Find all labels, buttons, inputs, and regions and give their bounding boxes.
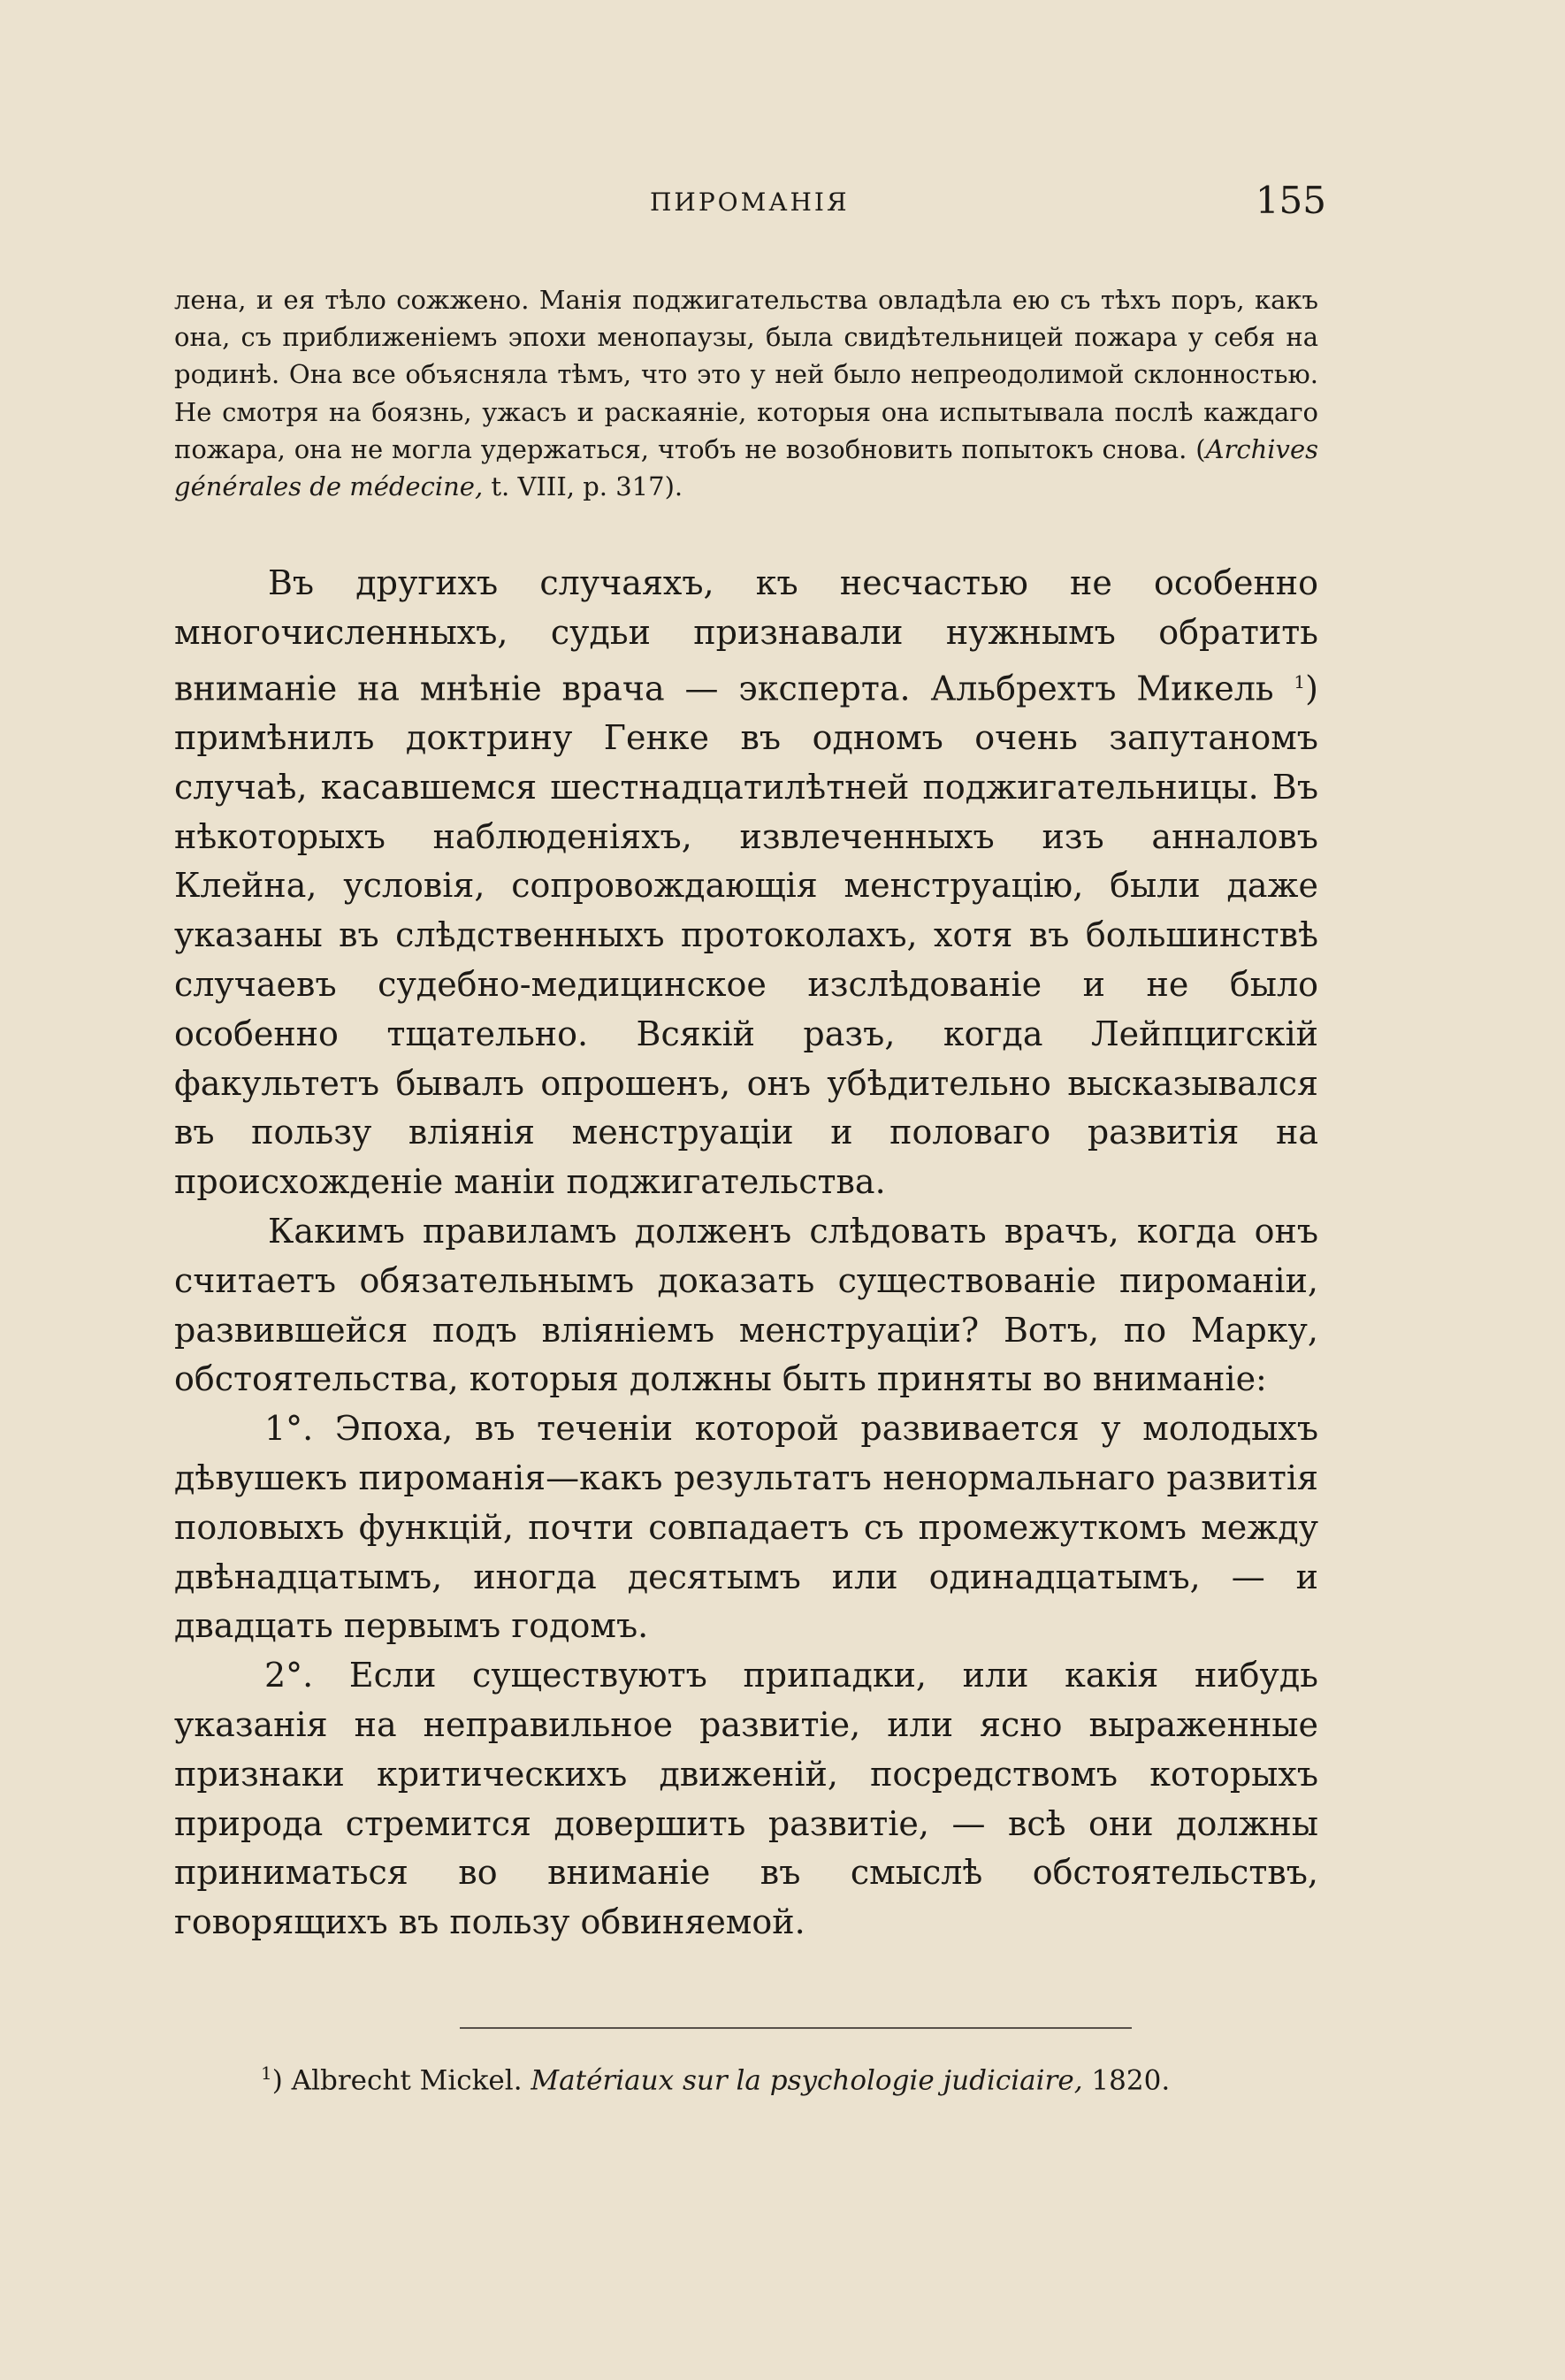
footnote-year: 1820. — [1082, 2064, 1171, 2097]
continued-case-note — [174, 281, 1318, 505]
note-source: Archives générales de médecine, — [174, 433, 1318, 502]
note-citation: t. VIII, p. 317). — [483, 471, 683, 502]
paragraph-mark-rules: Какимъ правиламъ долженъ слѣдовать врачъ, когда онъ считаетъ обязательнымъ доказать существованіе пироманіи, развившейся подъ вліяніемъ менструаціи? Вотъ, по Марку, обстоятельства, которыя должны быть приняты во вниманіе: — [174, 1212, 1318, 1399]
paragraph-text: ) примѣнилъ доктрину Генке въ одномъ очень запутаномъ случаѣ, касавшемся шестнадцатилѣтней поджигательницы. Въ нѣкоторыхъ наблюденіяхъ, извлеченныхъ изъ анналовъ Клейна, условія, сопровождающія менструацію, были даже указаны въ слѣдственныхъ протоколахъ, хотя въ большинствѣ случаевъ судебно-медицинское изслѣдованіе и не было особенно тщательно. Всякій разъ, когда Лейпцигскій факультетъ бывалъ опрошенъ, онъ убѣдительно высказывался въ пользу вліянія менструаціи и половаго развитія на происхожденіе маніи поджигательства. — [174, 669, 1318, 1202]
footnote-marker: 1 — [261, 2062, 272, 2084]
list-item-1: 1°. Эпоха, въ теченіи которой развивается у молодыхъ дѣвушекъ пироманія—какъ результатъ ненормальнаго развитія половыхъ функцій, почти совпадаетъ съ промежуткомъ между двѣнадцатымъ, иногда десятымъ или одинадцатымъ, — и двадцать первымъ годомъ. — [174, 1409, 1318, 1646]
paragraph-expert-cases — [174, 559, 1318, 1207]
running-title: ПИРОМАНІЯ — [650, 187, 850, 217]
main-text — [174, 559, 1318, 1948]
page-number: 155 — [1255, 179, 1326, 222]
footnote-title: Matériaux sur la psychologie judiciaire, — [531, 2064, 1083, 2097]
footnote — [261, 2055, 1322, 2098]
list-item-2: 2°. Если существуютъ припадки, или какія нибудь указанія на неправильное развитіе, или ясно выраженные признаки критическихъ движеній, посредствомъ которыхъ природа стремится довершить развитіе, — всѣ они должны приниматься во вниманіе въ смыслѣ обстоятельствъ, говорящихъ въ пользу обвиняемой. — [174, 1656, 1318, 1942]
paragraph-text: Въ другихъ случаяхъ, къ несчастью не особенно многочисленныхъ, судьи признавали нужнымъ обратить вниманіе на мнѣніе врача — эксперта. Альбрехтъ Микель — [174, 563, 1318, 708]
footnote-reference: 1 — [1294, 670, 1306, 693]
footnote-divider — [460, 2027, 1132, 2029]
running-header — [172, 179, 1326, 223]
footnote-author: ) Albrecht Mickel. — [271, 2064, 531, 2097]
note-text: лена, и ея тѣло сожжено. Манія поджигательства овладѣла ею съ тѣхъ поръ, какъ она, съ приближеніемъ эпохи менопаузы, была свидѣтельницей пожара у себя на родинѣ. Она все объясняла тѣмъ, что это у ней было непреодолимой склонностью. Не смотря на боязнь, ужасъ и раскаяніе, которыя она испытывала послѣ каждаго пожара, она не могла удержаться, чтобъ не возобновить попытокъ снова. ( — [174, 285, 1318, 464]
